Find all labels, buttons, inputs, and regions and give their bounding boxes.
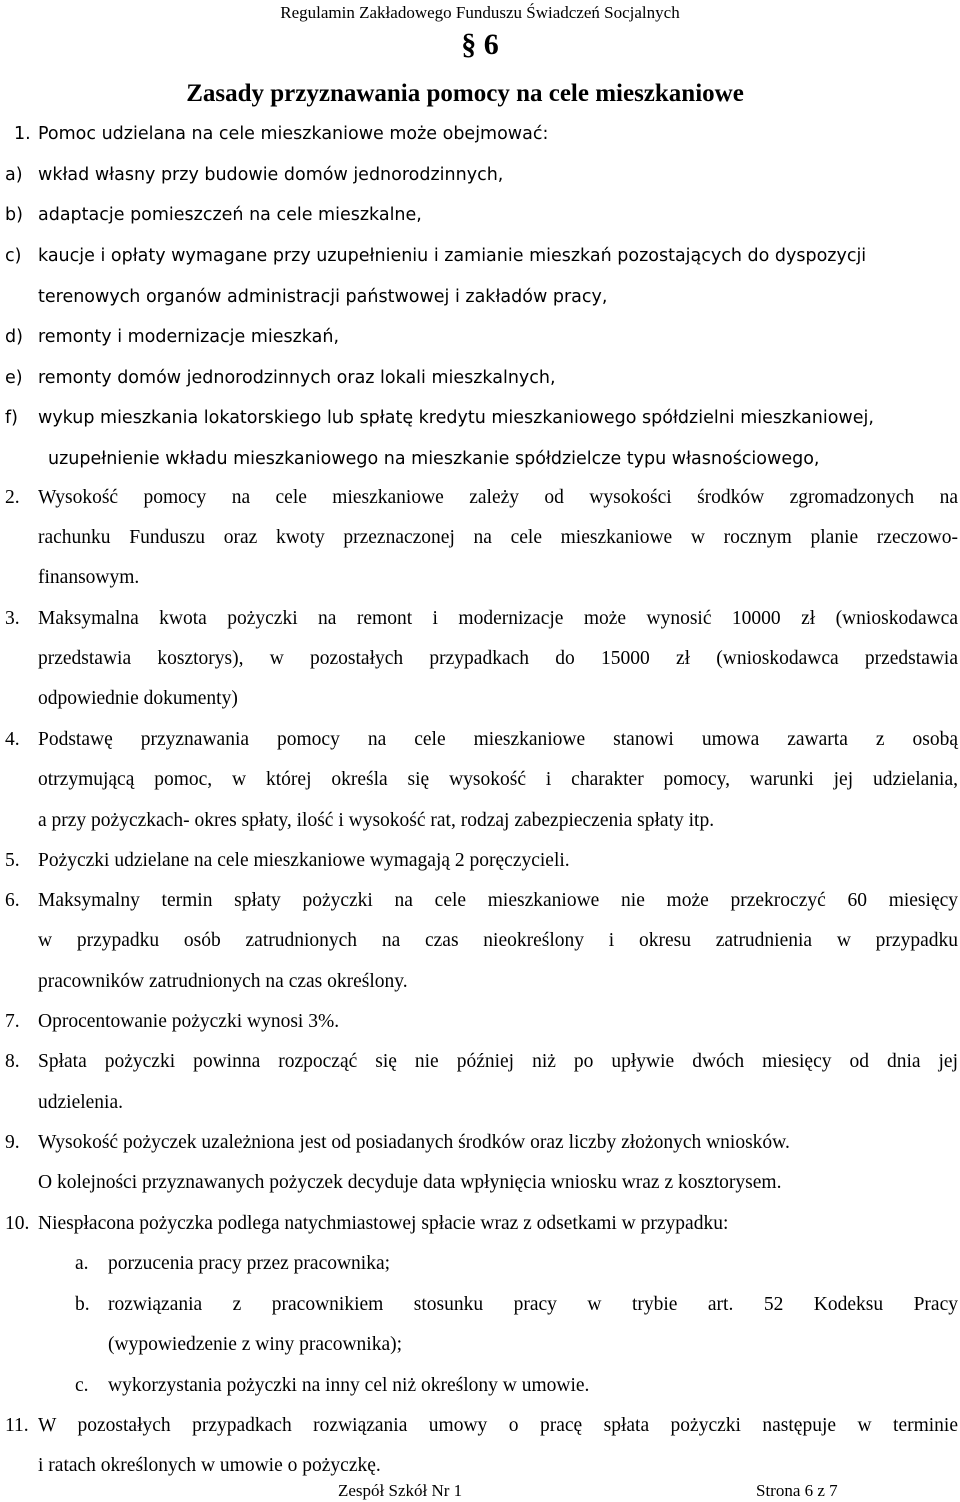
subitem-label: c) bbox=[5, 246, 22, 266]
item-text: Maksymalna kwota pożyczki na remont i modernizacje może wynosić 10000 zł (wnioskodawca bbox=[38, 608, 958, 629]
item-label: 2. bbox=[5, 487, 20, 508]
subitem-text-cont: terenowych organów administracji państwowej i zakładów pracy, bbox=[38, 287, 608, 307]
subitem-label: b) bbox=[5, 205, 23, 225]
item-label: 6. bbox=[5, 890, 20, 911]
subitem-label: e) bbox=[5, 368, 23, 388]
item-label: 4. bbox=[5, 729, 20, 750]
item-text-cont: otrzymującą pomoc, w której określa się wysokość i charakter pomocy, warunki jej udzielania, bbox=[38, 769, 958, 790]
item-text: W pozostałych przypadkach rozwiązania umowy o pracę spłata pożyczki następuje w terminie bbox=[38, 1415, 958, 1436]
item-text-cont: i ratach określonych w umowie o pożyczkę. bbox=[38, 1455, 381, 1476]
item-text: Oprocentowanie pożyczki wynosi 3%. bbox=[38, 1011, 340, 1032]
item-label: 1. bbox=[14, 124, 31, 144]
subitem-text: wykup mieszkania lokatorskiego lub spłatę kredytu mieszkaniowego spółdzielni mieszkaniowej, bbox=[38, 408, 874, 428]
item-text-cont: odpowiednie dokumenty) bbox=[38, 688, 238, 709]
subitem-label: d) bbox=[5, 327, 23, 347]
subitem-text: wykorzystania pożyczki na inny cel niż określony w umowie. bbox=[108, 1375, 590, 1396]
item-label: 8. bbox=[5, 1051, 20, 1072]
item-text: Maksymalny termin spłaty pożyczki na cele mieszkaniowe nie może przekroczyć 60 miesięcy bbox=[38, 890, 958, 911]
item-text-cont: udzielenia. bbox=[38, 1092, 123, 1113]
item-label: 9. bbox=[5, 1132, 20, 1153]
item-text: Pomoc udzielana na cele mieszkaniowe może obejmować: bbox=[38, 124, 549, 144]
item-text: Niespłacona pożyczka podlega natychmiastowej spłacie wraz z odsetkami w przypadku: bbox=[38, 1213, 729, 1234]
footer-page-number: Strona 6 z 7 bbox=[756, 1481, 838, 1500]
item-text-cont: rachunku Funduszu oraz kwoty przeznaczonej na cele mieszkaniowe w rocznym planie rzeczowo- bbox=[38, 527, 958, 548]
paragraph-number: § 6 bbox=[461, 28, 499, 61]
section-title: Zasady przyznawania pomocy na cele mieszkaniowe bbox=[186, 80, 744, 107]
item-text-cont: w przypadku osób zatrudnionych na czas nieokreślony i okresu zatrudnienia w przypadku bbox=[38, 930, 958, 951]
subitem-text: wkład własny przy budowie domów jednorodzinnych, bbox=[38, 165, 504, 185]
item-text-cont: pracowników zatrudnionych na czas określony. bbox=[38, 971, 408, 992]
item-label: 3. bbox=[5, 608, 20, 629]
subitem-text-cont: uzupełnienie wkładu mieszkaniowego na mieszkanie spółdzielcze typu własnościowego, bbox=[48, 449, 820, 469]
subitem-label: a. bbox=[75, 1253, 89, 1274]
item-text: Wysokość pomocy na cele mieszkaniowe zależy od wysokości środków zgromadzonych na bbox=[38, 487, 958, 508]
item-label: 11. bbox=[5, 1415, 29, 1436]
subitem-label: f) bbox=[5, 408, 18, 428]
subitem-text-cont: (wypowiedzenie z winy pracownika); bbox=[108, 1334, 403, 1355]
subitem-text: remonty i modernizacje mieszkań, bbox=[38, 327, 340, 347]
subitem-text: kaucje i opłaty wymagane przy uzupełnieniu i zamianie mieszkań pozostających do dyspozycji bbox=[38, 246, 867, 266]
subitem-label: b. bbox=[75, 1294, 90, 1315]
footer-school-name: Zespół Szkół Nr 1 bbox=[338, 1481, 463, 1500]
subitem-text: porzucenia pracy przez pracownika; bbox=[108, 1253, 391, 1274]
item-text-cont: O kolejności przyznawanych pożyczek decyduje data wpłynięcia wniosku wraz z kosztorysem. bbox=[38, 1172, 782, 1193]
item-text: Podstawę przyznawania pomocy na cele mieszkaniowe stanowi umowa zawarta z osobą bbox=[38, 729, 958, 750]
subitem-text: adaptacje pomieszczeń na cele mieszkalne, bbox=[38, 205, 422, 225]
subitem-label: c. bbox=[75, 1375, 89, 1396]
item-text-cont: finansowym. bbox=[38, 567, 140, 588]
item-text: Pożyczki udzielane na cele mieszkaniowe wymagają 2 poręczycieli. bbox=[38, 850, 570, 871]
item-label: 5. bbox=[5, 850, 20, 871]
item-text: Wysokość pożyczek uzależniona jest od posiadanych środków oraz liczby złożonych wniosków. bbox=[38, 1132, 790, 1153]
item-text-cont: a przy pożyczkach- okres spłaty, ilość i wysokość rat, rodzaj zabezpieczenia spłaty itp. bbox=[38, 810, 715, 831]
subitem-text: remonty domów jednorodzinnych oraz lokali mieszkalnych, bbox=[38, 368, 556, 388]
subitem-text: rozwiązania z pracownikiem stosunku pracy w trybie art. 52 Kodeksu Pracy bbox=[108, 1294, 958, 1315]
item-text: Spłata pożyczki powinna rozpocząć się nie później niż po upływie dwóch miesięcy od dnia jej bbox=[38, 1051, 958, 1072]
item-label: 10. bbox=[5, 1213, 30, 1234]
item-label: 7. bbox=[5, 1011, 20, 1032]
document-header: Regulamin Zakładowego Funduszu Świadczeń Socjalnych bbox=[280, 3, 680, 22]
item-text-cont: przedstawia kosztorys), w pozostałych przypadkach do 15000 zł (wnioskodawca przedstawia bbox=[38, 648, 958, 669]
subitem-label: a) bbox=[5, 165, 23, 185]
